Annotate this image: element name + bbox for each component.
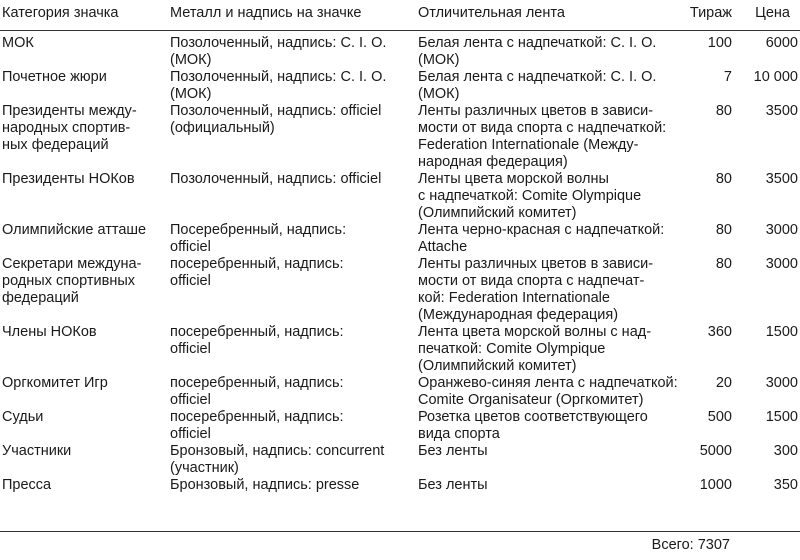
- cell-category: Президенты между- народных спортив- ных федераций: [2, 102, 137, 153]
- table-row: [0, 103, 800, 171]
- cell-category: Олимпийские атташе: [2, 221, 147, 238]
- cell-circulation: 7: [723, 68, 732, 85]
- table-footer: [0, 531, 800, 560]
- cell-ribbon: Ленты различных цветов в зависи- мости от вида спорта с надпечаткой: Federation Internationale (Между- народная федерация): [418, 102, 667, 170]
- cell-metal: Бронзовый, надпись: concurrent (участник): [170, 442, 385, 476]
- cell-metal: Позолоченный, надпись: C. I. O. (МОК): [170, 34, 387, 68]
- cell-circulation: 100: [707, 34, 732, 51]
- header-ribbon: Отличительная лента: [418, 0, 684, 30]
- table-row: [0, 443, 800, 477]
- cell-metal: Позолоченный, надпись: C. I. O. (МОК): [170, 68, 387, 102]
- table-row: [0, 324, 800, 375]
- table-row: [0, 256, 800, 324]
- cell-price: 3000: [765, 374, 798, 391]
- cell-ribbon: Лента цвета морской волны с над- печаткой: Comite Olympique (Олимпийский комитет): [418, 323, 652, 374]
- cell-circulation: 80: [715, 255, 732, 272]
- cell-metal: Позолоченный, надпись: officiel (официальный): [170, 102, 382, 136]
- table-row: [0, 409, 800, 443]
- cell-price: 3000: [765, 221, 798, 238]
- cell-category: МОК: [2, 34, 34, 51]
- table-row: [0, 477, 800, 494]
- table-header-row: [0, 0, 800, 30]
- cell-price: 350: [773, 476, 798, 493]
- cell-ribbon: Без ленты: [418, 442, 488, 459]
- cell-metal: посеребренный, надпись: officiel: [170, 374, 344, 408]
- cell-ribbon: Лента черно-красная с надпечаткой: Attache: [418, 221, 665, 255]
- table-row: [0, 69, 800, 103]
- header-price: Цена: [734, 0, 800, 30]
- cell-ribbon: Белая лента с надпечаткой: C. I. O. (МОК): [418, 34, 657, 68]
- header-metal: Металл и надпись на значке: [170, 0, 418, 30]
- cell-ribbon: Розетка цветов соответствующего вида спорта: [418, 408, 648, 442]
- cell-ribbon: Ленты цвета морской волны с надпечаткой: Comite Olympique (Олимпийский комитет): [418, 170, 642, 221]
- table-row: [0, 30, 800, 69]
- cell-category: Судьи: [2, 408, 44, 425]
- cell-category: Участники: [2, 442, 72, 459]
- cell-ribbon: Белая лента с надпечаткой: C. I. O. (МОК): [418, 68, 657, 102]
- cell-circulation: 80: [715, 221, 732, 238]
- cell-price: 1500: [765, 408, 798, 425]
- cell-circulation: 1000: [699, 476, 732, 493]
- cell-metal: Позолоченный, надпись: officiel: [170, 170, 382, 187]
- cell-circulation: 80: [715, 102, 732, 119]
- cell-category: Президенты НОКов: [2, 170, 135, 187]
- table-row: [0, 171, 800, 222]
- total-label: Всего: 7307: [651, 537, 730, 553]
- cell-circulation: 20: [715, 374, 732, 391]
- cell-metal: посеребренный, надпись: officiel: [170, 255, 344, 289]
- cell-circulation: 80: [715, 170, 732, 187]
- cell-price: 1500: [765, 323, 798, 340]
- cell-price: 10 000: [753, 68, 798, 85]
- cell-price: 3500: [765, 170, 798, 187]
- cell-category: Члены НОКов: [2, 323, 97, 340]
- cell-category: Оргкомитет Игр: [2, 374, 108, 391]
- cell-price: 6000: [765, 34, 798, 51]
- cell-ribbon: Оранжево-синяя лента с надпечаткой: Comite Organisateur (Оргкомитет): [418, 374, 678, 408]
- header-circulation: Тираж: [684, 0, 734, 30]
- cell-metal: посеребренный, надпись: officiel: [170, 323, 344, 357]
- cell-metal: посеребренный, надпись: officiel: [170, 408, 344, 442]
- cell-category: Секретари междуна- родных спортивных федераций: [2, 255, 142, 306]
- cell-circulation: 500: [707, 408, 732, 425]
- cell-category: Пресса: [2, 476, 52, 493]
- cell-metal: Бронзовый, надпись: presse: [170, 476, 360, 493]
- cell-circulation: 5000: [699, 442, 732, 459]
- cell-ribbon: Без ленты: [418, 476, 488, 493]
- cell-price: 300: [773, 442, 798, 459]
- cell-price: 3000: [765, 255, 798, 272]
- cell-price: 3500: [765, 102, 798, 119]
- cell-circulation: 360: [707, 323, 732, 340]
- cell-category: Почетное жюри: [2, 68, 107, 85]
- cell-ribbon: Ленты различных цветов в зависи- мости от вида спорта с надпечат- кой: Federation Internationale (Международная федерация): [418, 255, 654, 323]
- table-row: [0, 222, 800, 256]
- header-category: Категория значка: [0, 0, 170, 30]
- table-row: [0, 375, 800, 409]
- cell-metal: Посеребренный, надпись: officiel: [170, 221, 347, 255]
